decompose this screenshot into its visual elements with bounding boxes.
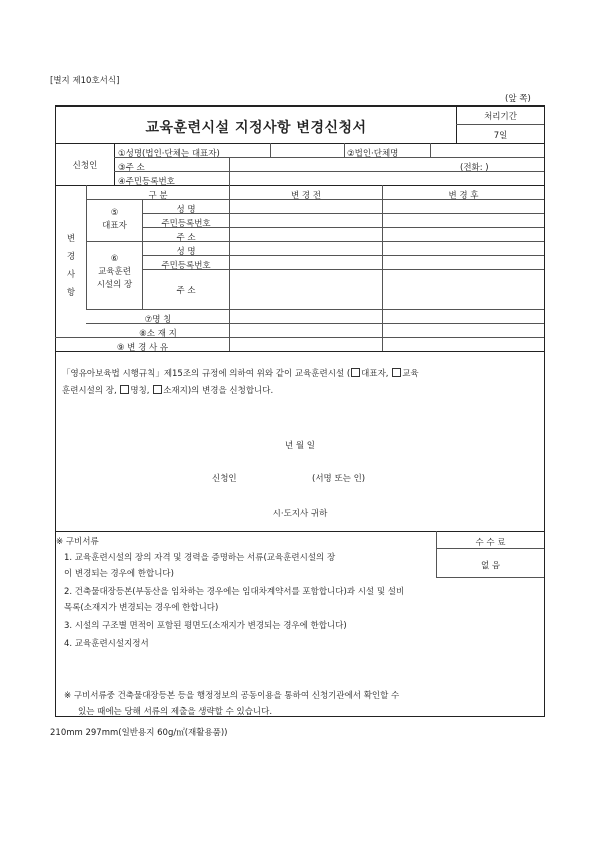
rep-name-label: 성 명 [176,205,196,215]
facility-name-label: ⑦명 칭 [144,315,172,325]
checkbox-facility-head[interactable] [392,368,401,377]
documents-note-2: 있는 때에는 당해 서류의 제출을 생략할 수 있습니다. [78,707,273,717]
rep-address-label: 주 소 [176,233,196,243]
checkbox-name[interactable] [120,385,129,394]
fee-value: 없 음 [480,561,501,571]
applicant-phone-label: (전화: ) [460,163,489,173]
statement-line-2: 훈련시설의 장, 명칭, 소재지)의 변경을 신청합니다. [62,386,274,396]
change-reason-field[interactable] [230,338,544,351]
rep-id-label: 주민등록번호 [161,219,211,229]
date-line: 년 월 일 [284,441,316,451]
applicant-label: 신청인 [72,161,98,171]
applicant-address-label: ③주 소 [118,163,145,173]
document-item-1b: 이 변경되는 경우에 한합니다) [64,569,174,579]
applicant-name-field[interactable] [271,147,344,157]
fee-label: 수 수 료 [475,538,506,548]
documents-header: ※ 구비서류 [56,537,99,547]
after-values-area[interactable] [383,200,544,308]
document-item-1a: 1. 교육훈련시설의 장의 자격 및 경력을 증명하는 서류(교육훈련시설의 장 [64,553,336,563]
facility-head-label: ⑥ 교육훈련 시설의 장 [96,254,133,290]
col-before: 변 경 전 [290,191,322,201]
document-item-2b: 목록(소재지가 변경되는 경우에 한합니다) [64,603,219,613]
checkbox-representative[interactable] [351,368,360,377]
document-item-3: 3. 시설의 구조별 면적이 포함된 평면도(소재지가 변경되는 경우에 한합니다) [64,621,347,631]
page-side: (앞 쪽) [505,94,531,104]
applicant-id-label: ④주민등록번호 [118,177,175,187]
processing-period-label: 처리기간 [484,112,517,122]
form-reference: [별지 제10호서식] [50,76,120,86]
before-values-area[interactable] [230,200,382,308]
head-address-label: 주 소 [176,286,196,296]
processing-period-value: 7일 [493,131,508,141]
checkbox-location[interactable] [153,385,162,394]
changes-section-label: 변 경 사 항 [66,234,76,298]
signature-hint: (서명 또는 인) [312,474,366,484]
applicant-org-label: ②법인·단체명 [347,149,399,159]
document-item-4: 4. 교육훈련시설지정서 [64,639,149,649]
documents-note-1: ※ 구비서류중 건축물대장등본 등을 행정정보의 공동이용을 통하여 신청기관에서 확인할 수 [64,691,400,701]
statement-line-1: 「영유아보육법 시행규칙」제15조의 규정에 의하여 위와 같이 교육훈련시설 ( 대표자, 교육 [62,369,419,379]
facility-location-label: ⑧소 재 지 [139,329,177,339]
applicant-id-field[interactable] [230,174,543,185]
recipient: 시·도지사 귀하 [272,509,328,519]
col-category: 구 분 [148,191,168,201]
applicant-address-field[interactable] [230,160,450,171]
head-name-label: 성 명 [176,247,196,257]
col-after: 변 경 후 [448,191,479,201]
applicant-name-label: ①성명(법인·단체는 대표자) [118,149,220,159]
signature-label: 신청인 [212,474,237,484]
head-id-label: 주민등록번호 [161,261,211,271]
document-item-2a: 2. 건축물대장등본(부동산을 임차하는 경우에는 임대차계약서를 포함합니다)과 시설 및 설비 [64,587,405,597]
representative-label: ⑤ 대표자 [102,208,127,231]
page-title: 교육훈련시설 지정사항 변경신청서 [145,120,367,136]
change-reason-label: ⑨ 변 경 사 유 [116,343,169,353]
applicant-org-field[interactable] [431,147,543,157]
paper-spec-footer: 210mm 297mm(일반용지 60g/㎡(재활용품)) [50,728,228,738]
